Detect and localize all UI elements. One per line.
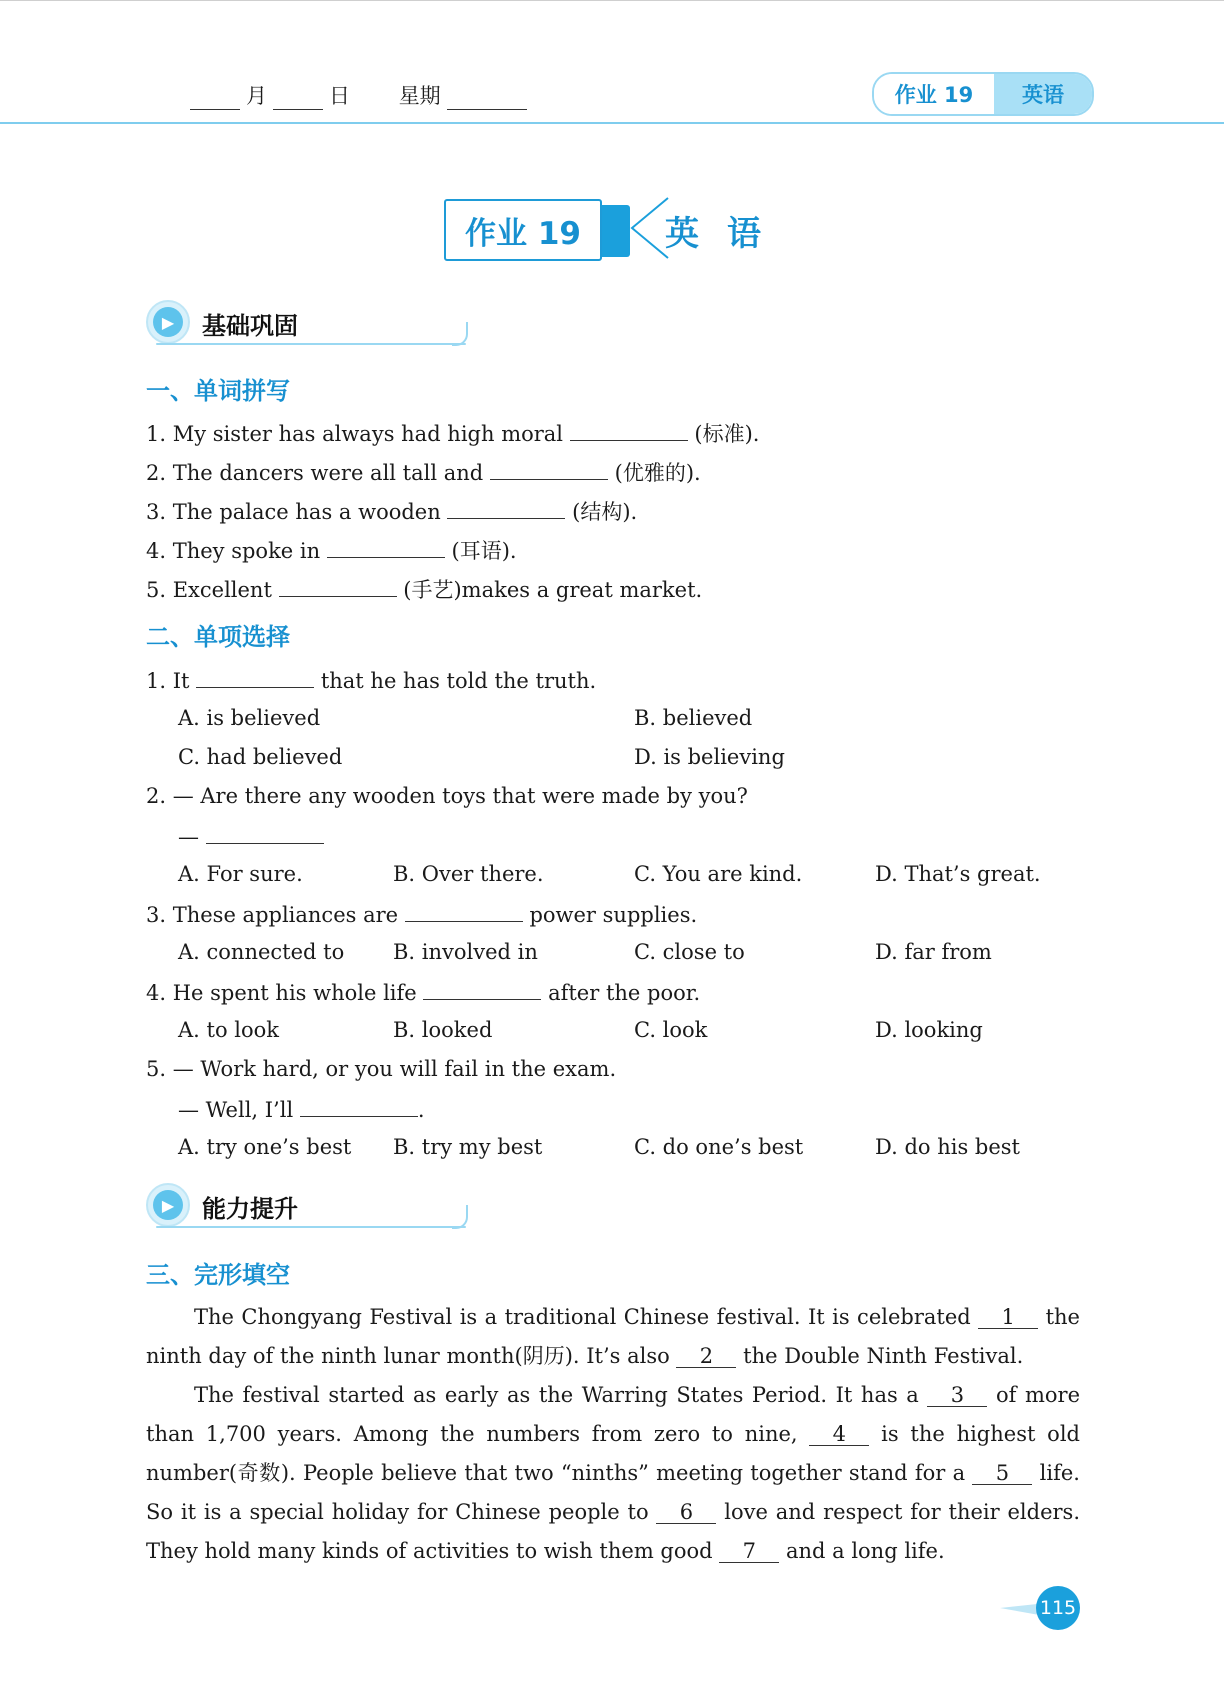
answer-blank[interactable] <box>196 665 314 688</box>
cloze-blank-2[interactable]: 2 <box>676 1345 736 1368</box>
q-text: power supplies. <box>529 903 698 927</box>
q1-option-c[interactable]: C. had believed <box>178 745 343 769</box>
cloze-blank-6[interactable]: 6 <box>656 1501 716 1524</box>
weekday-label: 星期 <box>398 84 441 108</box>
q5-stem: 5. — Work hard, or you will fail in the exam. <box>146 1057 617 1081</box>
part2-heading: 二、单项选择 <box>146 623 290 651</box>
q1-option-b[interactable]: B. believed <box>634 706 753 730</box>
q3-stem <box>146 899 697 929</box>
title-bracket-icon <box>630 196 670 260</box>
passage-text: is the highest old number(奇数). People believe that two “ninths” meeting together stand for a <box>146 1422 1080 1485</box>
q-text: — Well, I’ll <box>178 1098 294 1122</box>
passage-text: of more than 1,700 years. Among the numbers from zero to nine, <box>146 1383 1081 1446</box>
answer-blank[interactable] <box>405 899 523 922</box>
q5-option-b[interactable]: B. try my best <box>393 1135 543 1159</box>
answer-blank[interactable] <box>206 821 324 844</box>
passage-text: The Chongyang Festival is a traditional Chinese festival. It is celebrated <box>194 1305 971 1329</box>
section-basic-label: 基础巩固 <box>202 312 298 340</box>
item-text: 3. The palace has a wooden <box>146 500 441 524</box>
answer-blank[interactable] <box>300 1094 418 1117</box>
cloze-blank-1[interactable]: 1 <box>978 1306 1038 1329</box>
q-text: 1. It <box>146 669 190 693</box>
cloze-paragraph-2 <box>146 1376 1080 1571</box>
q5-option-c[interactable]: C. do one’s best <box>634 1135 804 1159</box>
q3-option-a[interactable]: A. connected to <box>178 940 345 964</box>
item-text: 5. Excellent <box>146 578 272 602</box>
item-text: 1. My sister has always had high moral <box>146 422 564 446</box>
q1-option-d[interactable]: D. is believing <box>634 745 785 769</box>
q5-option-d[interactable]: D. do his best <box>875 1135 1020 1159</box>
answer-blank[interactable] <box>279 574 397 597</box>
part1-item-2 <box>146 457 701 487</box>
q2-reply <box>178 821 324 851</box>
q5-reply <box>178 1094 425 1124</box>
cloze-blank-7[interactable]: 7 <box>719 1540 779 1563</box>
q4-option-b[interactable]: B. looked <box>393 1018 493 1042</box>
q3-option-d[interactable]: D. far from <box>875 940 992 964</box>
q-text: 4. He spent his whole life <box>146 981 417 1005</box>
answer-blank[interactable] <box>447 496 565 519</box>
part1-item-1 <box>146 418 759 448</box>
q2-option-a[interactable]: A. For sure. <box>178 862 303 886</box>
passage-text: the ninth day of the ninth lunar month(阴历). It’s also <box>146 1305 1080 1368</box>
part1-item-3 <box>146 496 637 526</box>
passage-text: and a long life. <box>785 1539 945 1563</box>
subject-title: 英语 <box>665 214 789 254</box>
part1-item-5 <box>146 574 702 604</box>
answer-blank[interactable] <box>423 977 541 1000</box>
q-text: after the poor. <box>548 981 701 1005</box>
cloze-passage <box>146 1298 1080 1571</box>
answer-blank[interactable] <box>490 457 608 480</box>
assignment-tag: 作业 19 <box>874 74 994 114</box>
subject-tag: 英语 <box>994 74 1092 114</box>
item-hint: (手艺)makes a great market. <box>403 578 703 602</box>
day-blank[interactable] <box>273 87 323 110</box>
play-icon: ▶ <box>153 307 183 337</box>
q-text: . <box>417 1098 425 1122</box>
q2-stem: 2. — Are there any wooden toys that were made by you? <box>146 784 748 808</box>
q2-option-b[interactable]: B. Over there. <box>393 862 544 886</box>
play-icon: ▶ <box>153 1190 183 1220</box>
header-divider <box>0 122 1224 124</box>
page-number: 115 <box>1036 1586 1080 1630</box>
q3-option-b[interactable]: B. involved in <box>393 940 538 964</box>
q1-stem <box>146 665 596 695</box>
q1-option-a[interactable]: A. is believed <box>178 706 321 730</box>
answer-blank[interactable] <box>570 418 688 441</box>
q2-option-c[interactable]: C. You are kind. <box>634 862 803 886</box>
q-text: 3. These appliances are <box>146 903 399 927</box>
item-hint: (优雅的). <box>614 461 701 485</box>
cloze-blank-4[interactable]: 4 <box>809 1423 869 1446</box>
part3-heading: 三、完形填空 <box>146 1261 290 1289</box>
item-text: 4. They spoke in <box>146 539 321 563</box>
passage-text: The festival started as early as the Warring States Period. It has a <box>194 1383 919 1407</box>
cloze-blank-5[interactable]: 5 <box>972 1462 1032 1485</box>
month-label: 月 <box>246 84 267 108</box>
section-basic <box>146 300 476 346</box>
title-tab <box>602 205 630 257</box>
cloze-blank-3[interactable]: 3 <box>927 1384 987 1407</box>
item-hint: (结构). <box>572 500 638 524</box>
answer-blank[interactable] <box>327 535 445 558</box>
section-underline <box>156 343 466 345</box>
passage-text: the Double Ninth Festival. <box>743 1344 1024 1368</box>
cloze-paragraph-1 <box>146 1298 1080 1376</box>
part1-item-4 <box>146 535 517 565</box>
q4-option-d[interactable]: D. looking <box>875 1018 983 1042</box>
section-circle <box>146 300 190 344</box>
item-text: 2. The dancers were all tall and <box>146 461 484 485</box>
q2-option-d[interactable]: D. That’s great. <box>875 862 1041 886</box>
section-advanced-label: 能力提升 <box>202 1195 298 1223</box>
q4-option-a[interactable]: A. to look <box>178 1018 280 1042</box>
q3-option-c[interactable]: C. close to <box>634 940 745 964</box>
q4-option-c[interactable]: C. look <box>634 1018 708 1042</box>
section-advanced <box>146 1183 476 1229</box>
month-blank[interactable] <box>190 87 240 110</box>
item-hint: (标准). <box>694 422 760 446</box>
dash: — <box>178 825 199 849</box>
q5-option-a[interactable]: A. try one’s best <box>178 1135 352 1159</box>
passage-text: life. So it is a special holiday for Chinese people to <box>146 1461 1080 1524</box>
part1-heading: 一、单词拼写 <box>146 377 290 405</box>
assignment-title: 作业 19 <box>444 199 602 261</box>
top-edge <box>0 0 1224 1</box>
weekday-blank[interactable] <box>447 87 527 110</box>
item-hint: (耳语). <box>451 539 517 563</box>
q-text: that he has told the truth. <box>320 669 597 693</box>
section-underline <box>156 1226 466 1228</box>
day-label: 日 <box>329 84 350 108</box>
section-circle <box>146 1183 190 1227</box>
q4-stem <box>146 977 700 1007</box>
date-row <box>190 80 527 110</box>
header-tag <box>872 72 1094 116</box>
passage-text: love and respect for their elders. They hold many kinds of activities to wish them good <box>146 1500 1081 1563</box>
